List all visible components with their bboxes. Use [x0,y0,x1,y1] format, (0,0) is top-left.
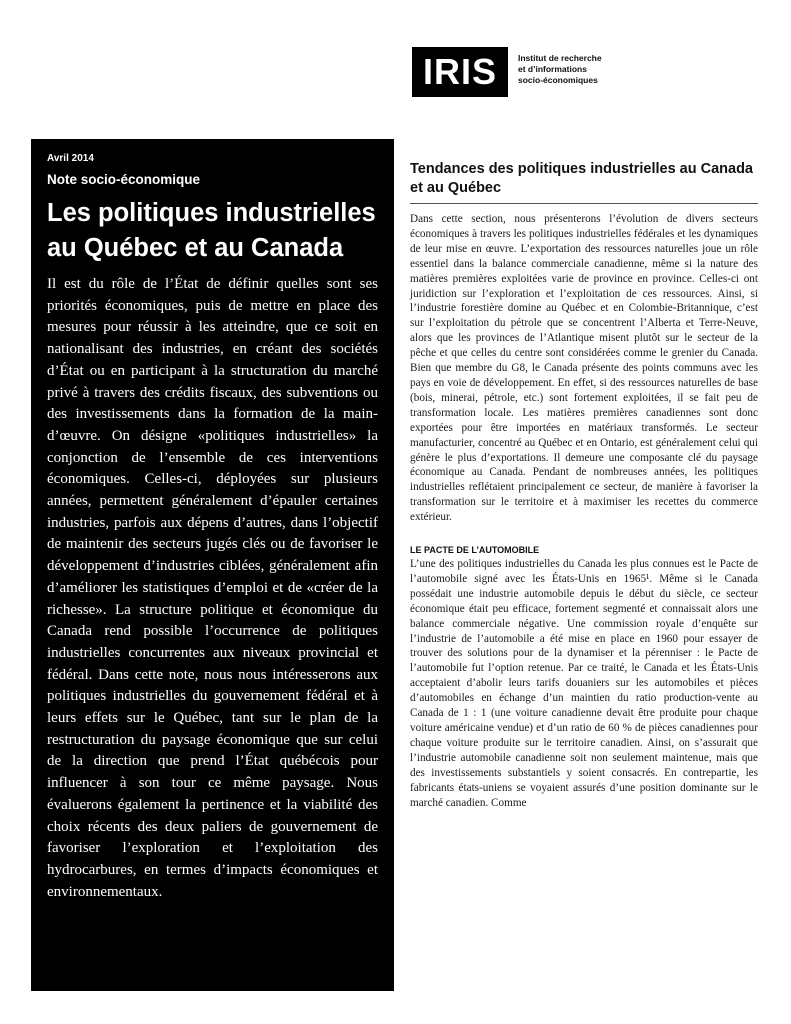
document-title: Les politiques industrielles au Québec et au Canada [47,199,376,262]
intro-panel [31,139,394,991]
logo-subtitle [518,53,602,86]
logo-wordmark: IRIS [412,47,508,97]
lead-paragraph: Il est du rôle de l’État de définir quelles sont ses priorités économiques, puis de mettre en place des mesures pour réussir à les atteindre, que ce soit en nationalisant des industries, en créant des sociétés d’État ou en participant à la structuration du marché privé à travers des crédits fiscaux, des subventions ou des investissements dans la formation de la main-d’œuvre. On désigne «politiques industrielles» la conjonction de l’ensemble de ces interventions économiques. Celles-ci, déployées sur plusieurs années, permettent généralement d’épauler certaines industries, parfois aux dépens d’autres, dans l’objectif de maintenir des secteurs jugés clés ou de favoriser le développement d’industries ciblées, généralement afin d’améliorer les statistiques d’emploi et de «créer de la richesse». La structure politique et économique du Canada rend possible l’occurrence de politiques industrielles concurrentes aux niveaux provincial et fédéral. Dans cette note, nous nous intéresserons aux politiques industrielles du gouvernement fédéral et à leurs effets sur le Québec, tant sur le plan de la restructuration du paysage économique que sur celui de la direction que prend l’État québécois pour influencer à son tour ce même paysage. Nous évaluerons également la pertinence et la viabilité des choix récents des deux paliers de gouvernement de favoriser l’exploration et l’exploitation des hydrocarbures, en termes d’impacts économiques et environnementaux. [47,276,378,900]
heading-rule [410,203,758,204]
body-paragraph-2: L’une des politiques industrielles du Canada les plus connues est le Pacte de l’automobile signé avec les États-Unis en 1965¹. Même si le Canada possédait une industrie automobile depuis le début du siècle, ce secteur économique était peu efficace, fortement segmenté et connaissait alors une balance commerciale négative. Une commission royale d’enquête sur l’industrie de l’automobile a été mise en place en 1960 pour essayer de trouver des solutions pour de la dynamiser et la pérenniser : le Pacte de l’automobile fut l’option retenue. Par ce traité, le Canada et les États-Unis acceptaient d’abolir leurs tarifs douaniers sur les automobiles et pièces d’automobiles en échange d’un maintien du ratio production-vente au Canada de 1 : 1 (une voiture canadienne devait être produite pour chaque voiture américaine vendue) et d’un ratio de 60 % de pièces canadiennes pour chaque voiture produite sur le territoire canadien. Ainsi, on s’assurait que l’industrie automobile canadienne soit non seulement maintenue, mais que des investissements substantiels y soient consacrés. En contrepartie, les fabricants états-uniens se voyaient assurés d’une position dominante sur le marché canadien. Comme [410,558,758,809]
body-paragraph-1: Dans cette section, nous présenterons l’évolution de divers secteurs économiques à travers les politiques industrielles fédérales et les dynamiques de leur mise en œuvre. L’exportation des ressources naturelles joue un rôle essentiel dans la balance commerciale canadienne, même si la nature des matières premières exploitées varie de province en province. Celles-ci ont juridiction sur l’exploration et l’exploitation de ces ressources. Ainsi, si l’industrie forestière domine au Québec et en Colombie-Britannique, c’est sur l’exploitation du pétrole que se concentrent l’Alberta et Terre-Neuve, alors que les provinces de l’Atlantique misent plutôt sur le secteur de la pêche et que celles du centre sont considérées comme le grenier du Canada. Bien que membre du G8, le Canada présente des points communs avec les pays en voie de développement. En effet, si des ressources naturelles de base (bois, minerai, pétrole, etc.) sont fortement exploitées, il se fait peu de transformation locale. Les matières premières canadiennes sont donc exportées pour être importées en matériaux transformés. Le secteur manufacturier, concentré au Québec et en Ontario, est généralement celui qui génère le plus d’exportations. Il demeure une composante clé du paysage économique au Canada. Pendant de nombreuses années, les politiques industrielles reflétaient principalement ce secteur, de manière à favoriser la transformation sur le territoire et à maximiser les recettes du commerce extérieur. [410,213,758,524]
subsection-heading: LE PACTE DE L’AUTOMOBILE [410,545,540,556]
section-heading: Tendances des politiques industrielles au Canada et au Québec [410,161,753,196]
document-type: Note socio-économique [47,172,201,187]
logo-line-1: Institut de recherche [518,53,602,63]
publication-date: Avril 2014 [47,153,94,164]
article-column [410,160,758,810]
logo-line-3: socio-économiques [518,75,598,85]
logo-line-2: et d’informations [518,64,587,74]
iris-logo [412,47,602,97]
